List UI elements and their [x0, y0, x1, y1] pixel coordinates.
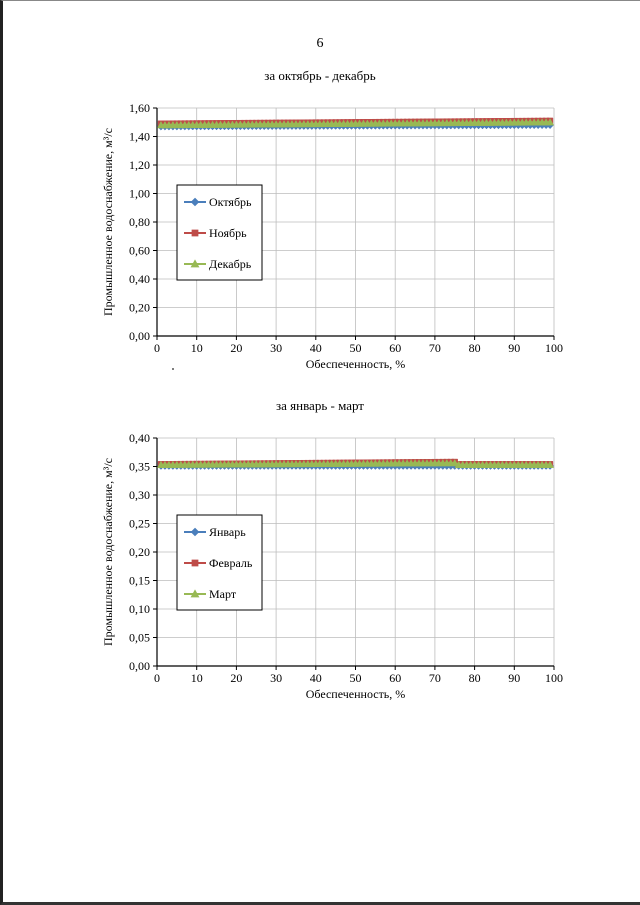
c1-ytick-label-6: 1,20 [129, 158, 150, 172]
page-number: 6 [316, 36, 324, 51]
c1-xtick-label-2: 20 [230, 341, 243, 355]
c2-ytick-label-0: 0,00 [129, 659, 150, 673]
c1-xtick-label-8: 80 [468, 341, 481, 355]
c2-xtick-label-5: 50 [349, 671, 362, 685]
c2-legend-marker-1 [192, 560, 198, 566]
c2-y-axis-title: Промышленное водоснабжение, м³/с [101, 458, 115, 646]
c1-xtick-label-0: 0 [154, 341, 160, 355]
c2-ytick-label-7: 0,35 [129, 459, 150, 474]
c1-x-axis-title: Обеспеченность, % [305, 357, 406, 371]
c1-ytick-label-0: 0,00 [129, 329, 150, 343]
c2-ytick-label-5: 0,25 [129, 516, 150, 531]
c2-xtick-label-9: 90 [508, 671, 521, 685]
c2-xtick-label-7: 70 [428, 671, 441, 685]
c1-legend-label-1: Ноябрь [209, 226, 247, 240]
c2-ytick-label-3: 0,15 [129, 573, 150, 588]
c1-xtick-label-10: 100 [545, 341, 563, 355]
c1-legend-label-0: Октябрь [209, 195, 252, 209]
c1-ytick-label-5: 1,00 [129, 186, 150, 201]
c1-ytick-label-7: 1,40 [129, 129, 150, 144]
c1-ytick-label-4: 0,80 [129, 215, 150, 229]
c2-xtick-label-10: 100 [545, 671, 563, 685]
c2-legend-label-2: Март [209, 587, 237, 601]
c2-ytick-label-1: 0,05 [129, 630, 150, 645]
c1-ytick-label-2: 0,40 [129, 272, 150, 286]
c2-ytick-label-8: 0,40 [129, 431, 150, 445]
c2-xtick-label-8: 80 [468, 671, 481, 685]
c1-ytick-label-3: 0,60 [129, 243, 150, 258]
c2-x-axis-title: Обеспеченность, % [305, 687, 406, 701]
c1-xtick-label-3: 30 [270, 341, 283, 355]
c1-ytick-label-8: 1,60 [129, 101, 150, 115]
c1-y-axis-title: Промышленное водоснабжение, м³/с [101, 128, 115, 316]
c1-xtick-label-7: 70 [428, 341, 441, 355]
c1-ytick-label-1: 0,20 [129, 300, 150, 315]
c1-xtick-label-4: 40 [309, 341, 322, 355]
chart-jan-mar [0, 425, 640, 715]
scan-speck [172, 368, 174, 370]
c2-ytick-label-2: 0,10 [129, 602, 150, 616]
c1-legend-marker-1 [192, 230, 198, 236]
c2-ytick-label-4: 0,20 [129, 545, 150, 559]
c1-xtick-label-5: 50 [349, 341, 362, 355]
chart-oct-dec [0, 95, 640, 385]
c1-xtick-label-1: 10 [190, 341, 203, 355]
chart1-title: за октябрь - декабрь [264, 68, 376, 83]
c2-legend-label-1: Февраль [209, 556, 253, 570]
c2-legend-label-0: Январь [209, 525, 246, 539]
c1-xtick-label-9: 90 [508, 341, 521, 355]
chart2-title: за январь - март [275, 398, 364, 413]
c2-xtick-label-3: 30 [270, 671, 283, 685]
c2-xtick-label-1: 10 [190, 671, 203, 685]
c2-ytick-label-6: 0,30 [129, 488, 150, 502]
c2-xtick-label-0: 0 [154, 671, 160, 685]
c2-xtick-label-6: 60 [389, 671, 402, 685]
c1-legend-label-2: Декабрь [209, 257, 252, 271]
c2-xtick-label-2: 20 [230, 671, 243, 685]
c2-xtick-label-4: 40 [309, 671, 322, 685]
c1-xtick-label-6: 60 [389, 341, 402, 355]
